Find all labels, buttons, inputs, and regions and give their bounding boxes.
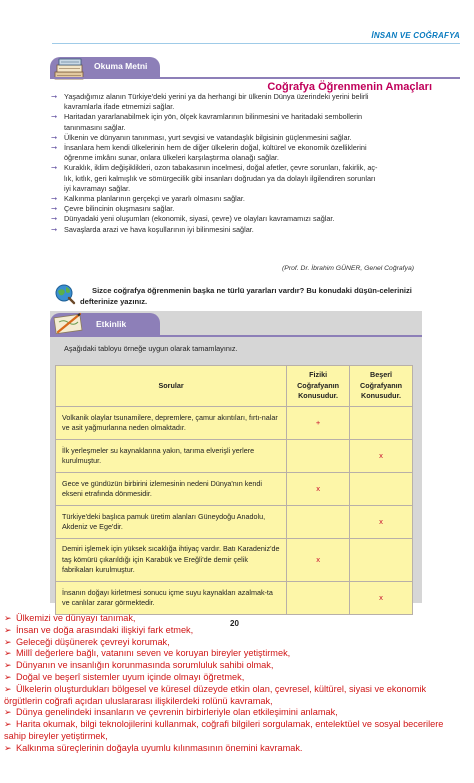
human-cell[interactable]: x [350,440,413,473]
table-row [56,506,413,539]
goals-list [4,613,472,755]
question-cell: Gece ve gündüzün birbirini izlemesinin nedeni Dünya'nın kendi ekseni etrafında dönmesidir. [56,473,287,506]
activity-tab-label: Etkinlik [96,319,127,329]
table-row [56,440,413,473]
goal-item: ➢ Kalkınma süreçlerinin doğayla uyumlu kılınmasının önemini kavramak. [4,742,303,753]
goal-item-continued: örgütlerin coğrafi açıdan uluslararası ilişkilerdeki rolünü kavramak, [4,695,273,706]
bullet-item: ➞ İnsanlara hem kendi ülkelerinin hem de diğer ülkelerin doğal, kültürel ve ekonomik özelliklerini öğrenme imkânı sunar, onlara ülkeleri karşılaştırma olanağı sağlar. [50,143,458,163]
table-row [56,473,413,506]
map-pencil-icon [52,310,86,336]
question-cell: İlk yerleşmeler su kaynaklarına yakın, tarıma elverişli yerlere kurulmuştur. [56,440,287,473]
column-header-physical: Fiziki Coğrafyanın Konusudur. [287,366,350,407]
goal-item: ➢ Ülkemizi ve dünyayı tanımak, [4,613,136,623]
table-row [56,407,413,440]
human-cell[interactable] [350,407,413,440]
bullet-item: ➞ Haritadan yararlanabilmek için yön, ölçek kavramlarının bilinmesini ve haritadaki sembollerin tanınmasını sağlar. [50,112,458,132]
header-rule [52,43,460,44]
physical-cell[interactable] [287,506,350,539]
bullet-item: ➞ Dünyadaki yeni oluşumları (ekonomik, siyasi, çevre) ve olayları kavramamızı sağlar. [50,214,458,224]
physical-cell[interactable] [287,582,350,615]
reading-title: Coğrafya Öğrenmenin Amaçları [267,81,432,93]
human-cell[interactable] [350,539,413,582]
goal-item: ➢ İnsan ve doğa arasındaki ilişkiyi fark etmek, [4,624,194,635]
human-cell[interactable]: x [350,506,413,539]
goal-item-continued: sahip bireyler yetiştirmek, [4,730,108,741]
activity-instructions: Aşağıdaki tabloyu örneğe uygun olarak tamamlayınız. [64,344,238,353]
question-cell: Demiri işlemek için yüksek sıcaklığa ihtiyaç vardır. Batı Karadeniz'de taş kömürü çıkarıldığı için Karabük ve Ereğli'de demir çelik fabrikaları kurulmuştur. [56,539,287,582]
reading-divider [50,77,460,79]
physical-cell[interactable]: x [287,539,350,582]
question-cell: Volkanik olaylar tsunamilere, depremlere, çamur akıntıları, fırtı-nalar ve asit yağmurlarına neden olmaktadır. [56,407,287,440]
column-header-questions: Sorular [56,366,287,407]
human-cell[interactable] [350,473,413,506]
reading-bullets [50,92,458,235]
globe-magnifier-icon [54,283,76,305]
goal-item: ➢ Dünya genelindeki insanların ve çevrenin birbirleriyle olan etkileşimini anlamak, [4,707,338,718]
column-header-human: Beşerî Coğrafyanın Konusudur. [350,366,413,407]
table-row [56,539,413,582]
goal-item: ➢ Dünyanın ve insanlığın korunmasında sorumluluk sahibi olmak, [4,660,274,671]
bullet-item: ➞ Yaşadığımız alanın Türkiye'deki yerini ya da herhangi bir ülkenin Dünya üzerindeki yerini belirli kavramlarla ifade etmemizi sağlar. [50,92,458,112]
bullet-item: ➞ Kalkınma planlarının gerçekçi ve yararlı olmasını sağlar. [50,194,458,204]
page-number: 20 [230,619,239,628]
human-cell[interactable]: x [350,582,413,615]
citation: (Prof. Dr. İbrahim GÜNER, Genel Coğrafya) [282,265,414,272]
question-cell: Türkiye'deki başlıca pamuk üretim alanları Güneydoğu Anadolu, Akdeniz ve Ege'dir. [56,506,287,539]
question-cell: İnsanın doğayı kirletmesi sonucu içme suyu kaynakları azalmak-ta ve canlılar zarar görmektedir. [56,582,287,615]
bullet-item: ➞ Kuraklık, iklim değişiklikleri, ozon tabakasının incelmesi, doğal afetler, çevre sorunları, fakirlik, aç- lık, kıtlık, geri kalmışlık ve sömürgecilik gibi insanları doğrudan ya da dolaylı ilgilendiren sorunları iyi kavramayı sağlar. [50,163,458,194]
goal-item: ➢ Ülkelerin oluşturdukları bölgesel ve küresel düzeyde etkin olan, çevresel, kültürel, siyasi ve ekonomik [4,683,427,694]
bullet-item: ➞ Savaşlarda arazi ve hava koşullarının iyi bilinmesini sağlar. [50,225,458,235]
bullet-item: ➞ Ülkenin ve dünyanın tanınması, yurt sevgisi ve vatandaşlık bilgisinin güçlenmesini sağlar. [50,133,458,143]
reading-tab-label: Okuma Metni [94,61,148,71]
goal-item: ➢ Geleceği düşünerek çevreyi korumak, [4,636,170,647]
chapter-header-title: İNSAN VE COĞRAFYA [371,31,460,40]
table-header-row [56,366,413,407]
goal-item: ➢ Millî değerlere bağlı, vatanını seven ve koruyan bireyler yetiştirmek, [4,648,291,659]
goal-item: ➢ Doğal ve beşerî sistemler uyum içinde olmayı öğretmek, [4,671,245,682]
activity-table [55,365,413,615]
physical-cell[interactable]: x [287,473,350,506]
activity-divider [50,335,422,337]
physical-cell[interactable] [287,440,350,473]
bullet-item: ➞ Çevre bilincinin oluşmasını sağlar. [50,204,458,214]
table-row [56,582,413,615]
goal-item: ➢ Harita okumak, bilgi teknolojilerini kullanmak, coğrafi bilgileri sorgulamak, entelektüel ve sosyal becerilere [4,719,444,730]
discussion-question: Sizce coğrafya öğrenmenin başka ne türlü yararları vardır? Bu konudaki düşün-celerinizi defterinize yazınız. [80,286,412,306]
physical-cell[interactable]: + [287,407,350,440]
